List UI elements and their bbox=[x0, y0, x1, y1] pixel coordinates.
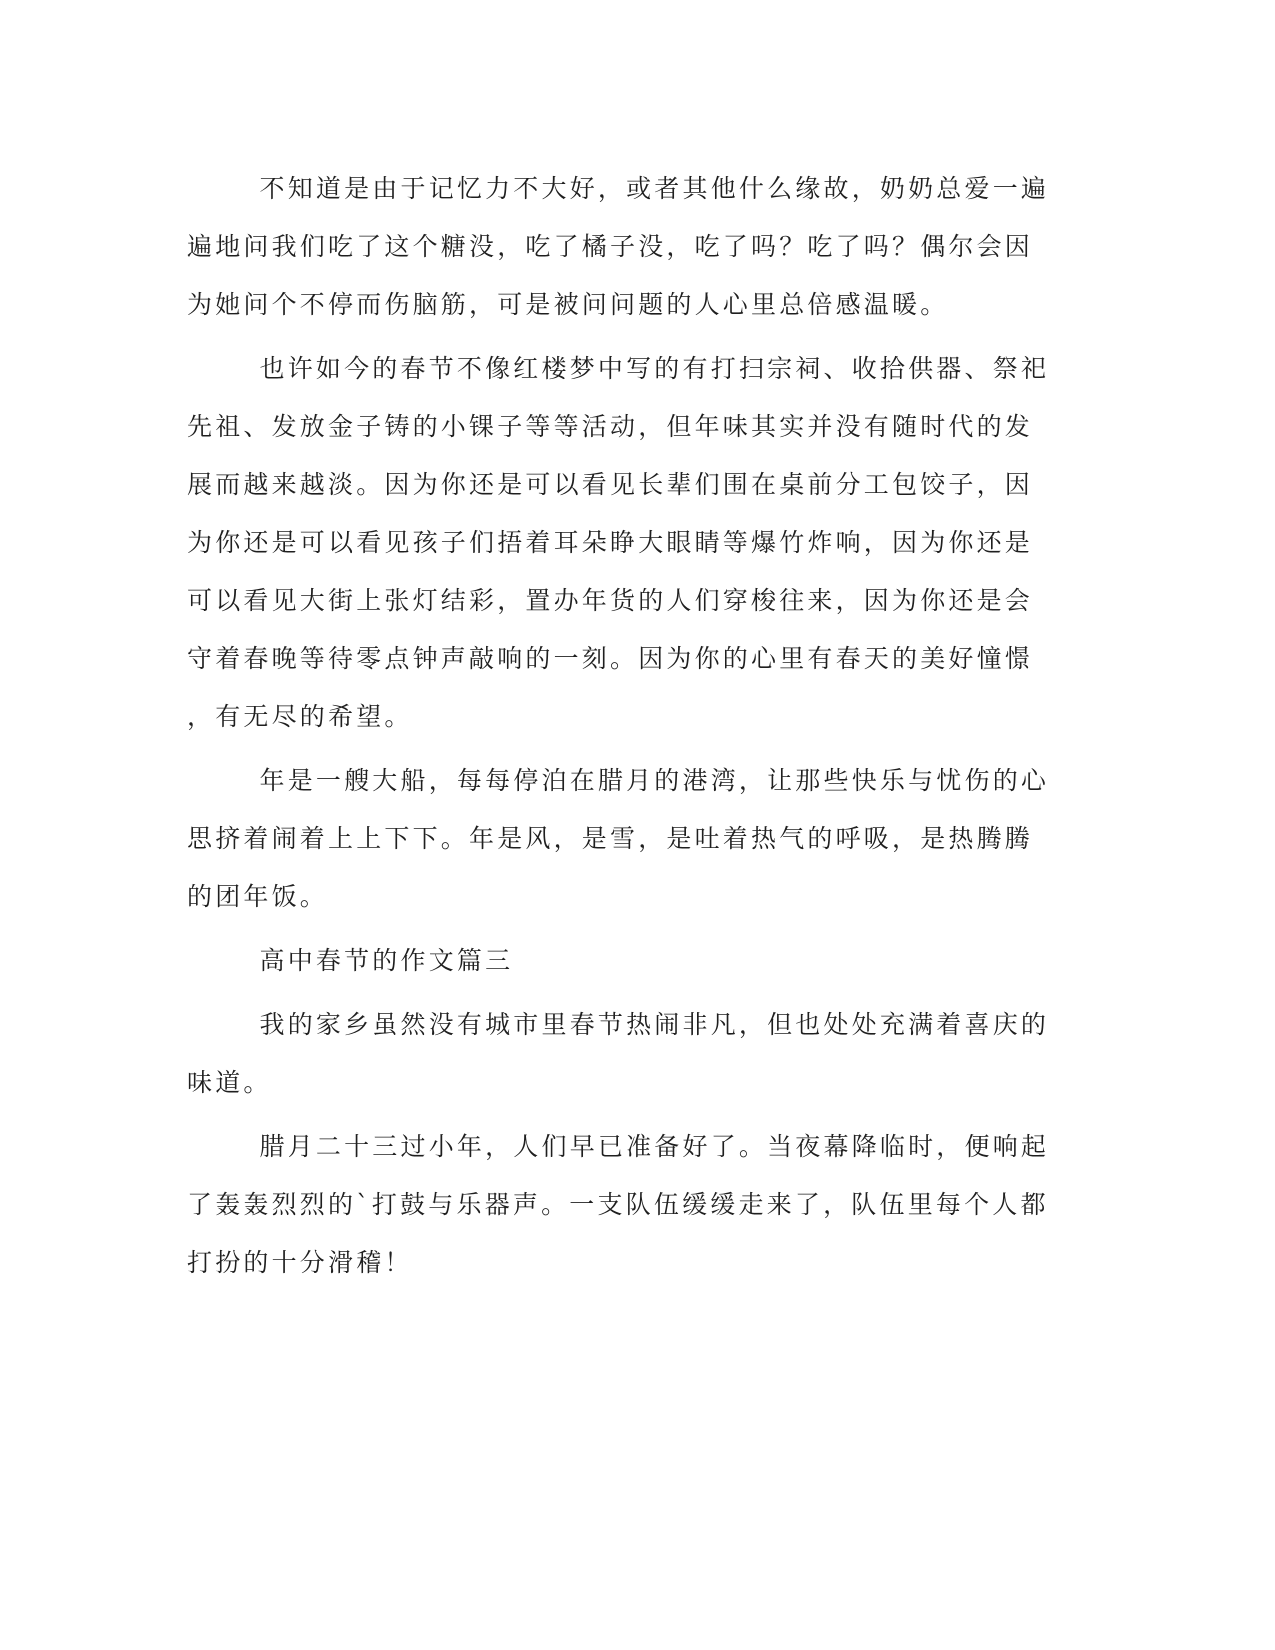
text-line: ，有无尽的希望。 bbox=[187, 702, 413, 731]
paragraph-grandma bbox=[187, 160, 1067, 334]
text-line: 也许如今的春节不像红楼梦中写的有打扫宗祠、收拾供器、祭祀 bbox=[259, 354, 1050, 383]
text-line: 年是一艘大船，每每停泊在腊月的港湾，让那些快乐与忧伤的心 bbox=[259, 766, 1050, 795]
section-heading bbox=[187, 932, 1067, 990]
document-body bbox=[187, 160, 1067, 1298]
text-line: 不知道是由于记忆力不大好，或者其他什么缘故，奶奶总爱一遍 bbox=[259, 174, 1050, 203]
text-line: 为她问个不停而伤脑筋，可是被问问题的人心里总倍感温暖。 bbox=[187, 290, 949, 319]
paragraph-hometown bbox=[187, 996, 1067, 1112]
text-line: 的团年饭。 bbox=[187, 882, 329, 911]
paragraph-spring-festival-customs bbox=[187, 340, 1067, 746]
text-line: 腊月二十三过小年，人们早已准备好了。当夜幕降临时，便响起 bbox=[259, 1132, 1050, 1161]
paragraph-year-ship bbox=[187, 752, 1067, 926]
text-line: 打扮的十分滑稽！ bbox=[187, 1248, 413, 1277]
text-line: 展而越来越淡。因为你还是可以看见长辈们围在桌前分工包饺子，因 bbox=[187, 470, 1034, 499]
text-line: 了轰轰烈烈的`打鼓与乐器声。一支队伍缓缓走来了，队伍里每个人都 bbox=[187, 1190, 1049, 1219]
text-line: 我的家乡虽然没有城市里春节热闹非凡，但也处处充满着喜庆的 bbox=[259, 1010, 1050, 1039]
text-line: 先祖、发放金子铸的小锞子等等活动，但年味其实并没有随时代的发 bbox=[187, 412, 1034, 441]
section-title: 高中春节的作文篇三 bbox=[259, 946, 514, 975]
text-line: 思挤着闹着上上下下。年是风，是雪，是吐着热气的呼吸，是热腾腾 bbox=[187, 824, 1034, 853]
text-line: 为你还是可以看见孩子们捂着耳朵睁大眼睛等爆竹炸响，因为你还是 bbox=[187, 528, 1034, 557]
text-line: 遍地问我们吃了这个糖没，吃了橘子没，吃了吗？吃了吗？偶尔会因 bbox=[187, 232, 1034, 261]
text-line: 味道。 bbox=[187, 1068, 272, 1097]
text-line: 可以看见大街上张灯结彩，置办年货的人们穿梭往来，因为你还是会 bbox=[187, 586, 1034, 615]
text-line: 守着春晚等待零点钟声敲响的一刻。因为你的心里有春天的美好憧憬 bbox=[187, 644, 1034, 673]
paragraph-little-new-year bbox=[187, 1118, 1067, 1292]
